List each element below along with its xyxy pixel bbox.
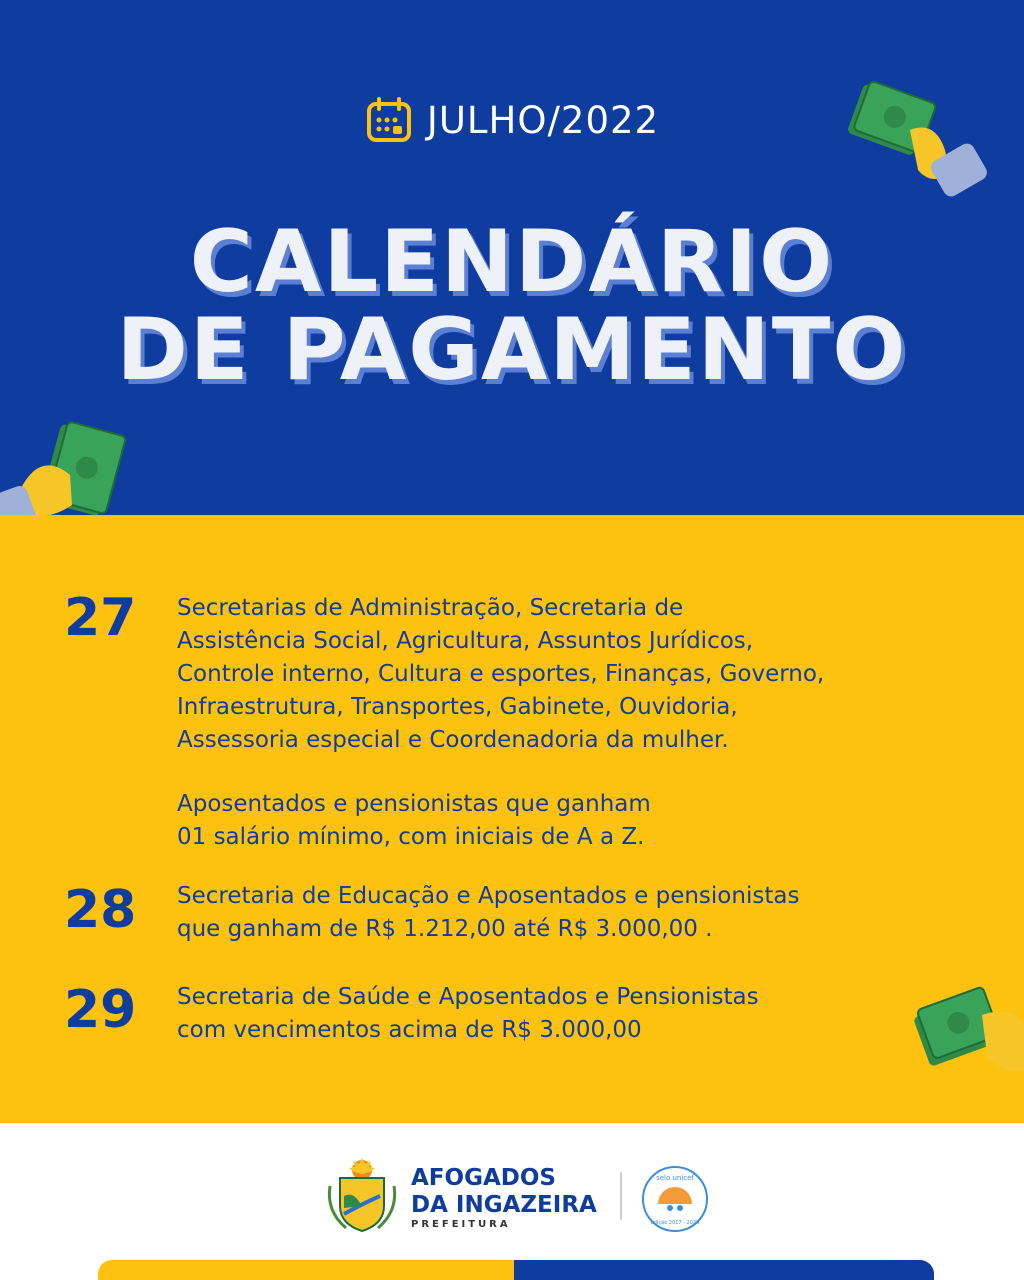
coat-of-arms-logo [322,1156,402,1236]
footer-bar-blue [514,1260,934,1280]
day-27: 27 [64,588,137,648]
money-hand-icon [840,80,990,210]
seal-label: selo unicef [656,1174,694,1182]
title-line-2: DE PAGAMENTO [116,300,908,400]
footer-bar-yellow [98,1260,514,1280]
day-27-description: Secretarias de Administração, Secretaria de Assistência Social, Agricultura, Assuntos Jurídicos, Controle interno, Cultura e esportes, Finanças, Governo, Infraestrutura, Transportes, Gabinete, Ouvidoria, Assessoria especial e Coordenadoria da mulher. [177,595,825,753]
calendar-icon [365,96,413,144]
org-subtitle: PREFEITURA [411,1219,511,1230]
day-28-description: Secretaria de Educação e Aposentados e pensionistas que ganham de R$ 1.212,00 até R$ 3.000,00 . [177,883,800,942]
seal-edition: edição 2017 - 2020 [650,1220,700,1226]
footer-divider [620,1172,622,1220]
day-29-description: Secretaria de Saúde e Aposentados e Pensionistas com vencimentos acima de R$ 3.000,00 [177,984,759,1043]
unicef-seal-logo [640,1164,710,1234]
money-hand-icon [912,980,1024,1090]
day-27-retirees: Aposentados e pensionistas que ganham 01 salário mínimo, com iniciais de A a Z. [177,791,651,850]
org-name-line-2: DA INGAZEIRA [411,1192,597,1218]
month-label: JULHO/2022 [426,98,660,142]
day-29: 29 [64,980,137,1040]
day-28: 28 [64,880,137,940]
title-line-1: CALENDÁRIO [189,212,835,312]
org-name-line-1: AFOGADOS [411,1165,556,1191]
